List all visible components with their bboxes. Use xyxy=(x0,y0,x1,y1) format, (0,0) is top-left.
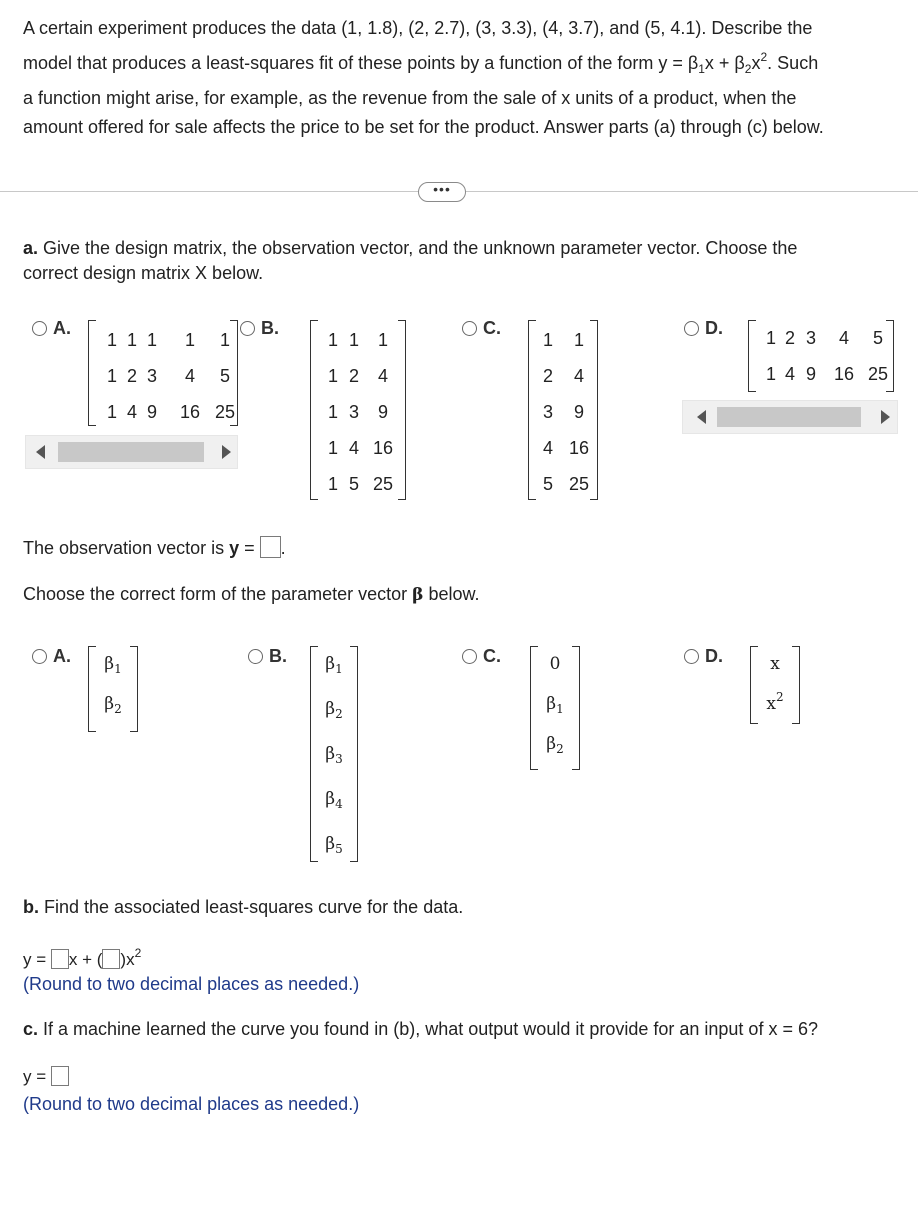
design-d-scrollbar[interactable] xyxy=(682,400,898,434)
observation-vector-line: The observation vector is y = . xyxy=(23,538,286,558)
scroll-left-icon[interactable] xyxy=(36,445,45,459)
matrix-entry: 4 xyxy=(126,402,137,422)
vector-entry: $\beta_3$ xyxy=(325,744,343,766)
vector-entry: $\beta_4$ xyxy=(325,789,343,811)
design-option-a[interactable] xyxy=(32,318,71,339)
matrix-entry: 2 xyxy=(348,366,359,386)
parameter-prompt-end: below. xyxy=(423,584,480,604)
matrix-entry: 4 xyxy=(784,364,795,384)
matrix-entry: 25 xyxy=(568,474,590,494)
scroll-thumb[interactable] xyxy=(717,407,861,427)
matrix-entry: 3 xyxy=(542,402,553,422)
matrix-entry: 5 xyxy=(872,328,883,348)
matrix-entry: 3 xyxy=(146,366,157,386)
matrix-entry: 25 xyxy=(214,402,236,422)
matrix-entry: 1 xyxy=(219,330,230,350)
observation-y: y xyxy=(229,538,240,558)
matrix-entry: 4 xyxy=(838,328,849,348)
vector-entry: 0 xyxy=(549,654,561,674)
problem-line-4: amount offered for sale affects the price to be set for the product. Answer parts (a) through (c) below. xyxy=(23,117,824,137)
design-option-c-label: C. xyxy=(483,318,501,338)
matrix-entry: 16 xyxy=(179,402,201,422)
matrix-entry: 9 xyxy=(146,402,157,422)
scroll-left-icon[interactable] xyxy=(697,410,706,424)
scroll-thumb[interactable] xyxy=(58,442,204,462)
part-b-y: y = xyxy=(23,950,51,969)
matrix-entry: 4 xyxy=(573,366,584,386)
part-a-line-1: Give the design matrix, the observation vector, and the unknown parameter vector. Choose the xyxy=(38,238,798,258)
matrix-entry: 2 xyxy=(784,328,795,348)
vector-entry: $x^2$ xyxy=(766,690,784,714)
part-a-prompt xyxy=(23,236,895,286)
matrix-entry: 1 xyxy=(146,330,157,350)
radio-icon[interactable] xyxy=(462,649,477,664)
param-option-b[interactable] xyxy=(248,646,287,667)
matrix-entry: 2 xyxy=(542,366,553,386)
radio-icon[interactable] xyxy=(32,321,47,336)
matrix-entry: 3 xyxy=(805,328,816,348)
parameter-vector-prompt xyxy=(23,584,480,605)
matrix-entry: 16 xyxy=(833,364,855,384)
beta1-input[interactable] xyxy=(51,949,69,969)
matrix-entry: 25 xyxy=(372,474,394,494)
matrix-entry: 1 xyxy=(327,438,338,458)
problem-line-3: a function might arise, for example, as the revenue from the sale of x units of a product, when the xyxy=(23,88,797,108)
matrix-entry: 4 xyxy=(184,366,195,386)
design-option-b-label: B. xyxy=(261,318,279,338)
matrix-entry: 1 xyxy=(327,402,338,422)
radio-icon[interactable] xyxy=(684,321,699,336)
part-b-x2-term: )x xyxy=(120,950,135,969)
part-c-prompt xyxy=(23,1019,818,1040)
observation-label: The observation vector is xyxy=(23,538,230,558)
part-b-prompt xyxy=(23,897,463,918)
matrix-entry: 3 xyxy=(348,402,359,422)
observation-equals: = xyxy=(239,538,260,558)
matrix-entry: 4 xyxy=(377,366,388,386)
matrix-entry: 1 xyxy=(765,328,776,348)
matrix-entry: 1 xyxy=(327,474,338,494)
vector-entry: $\beta_2$ xyxy=(325,699,343,721)
matrix-entry: 1 xyxy=(327,366,338,386)
parameter-prompt-text: Choose the correct form of the parameter vector xyxy=(23,584,413,604)
matrix-entry: 1 xyxy=(327,330,338,350)
vector-entry: $\beta_1$ xyxy=(104,654,122,676)
design-a-scrollbar[interactable] xyxy=(25,435,238,469)
part-c-label: c. xyxy=(23,1019,39,1039)
design-option-d[interactable] xyxy=(684,318,723,339)
vector-entry: $\beta_2$ xyxy=(104,694,122,716)
vector-entry: $\beta_5$ xyxy=(325,834,343,856)
matrix-entry: 9 xyxy=(377,402,388,422)
matrix-entry: 5 xyxy=(219,366,230,386)
matrix-entry: 2 xyxy=(126,366,137,386)
design-option-b[interactable] xyxy=(240,318,279,339)
matrix-entry: 1 xyxy=(573,330,584,350)
matrix-entry: 1 xyxy=(106,402,117,422)
param-vector-a xyxy=(88,646,138,732)
matrix-entry: 4 xyxy=(542,438,553,458)
part-a-line-2: correct design matrix X below. xyxy=(23,263,264,283)
matrix-entry: 9 xyxy=(573,402,584,422)
part-b-label: b. xyxy=(23,897,39,917)
radio-icon[interactable] xyxy=(684,649,699,664)
matrix-entry: 1 xyxy=(106,366,117,386)
vector-entry: $\beta_1$ xyxy=(325,654,343,676)
design-matrix-b xyxy=(310,320,406,500)
problem-line-2-text: model that produces a least-squares fit of these points by a function of the form y = β xyxy=(23,53,699,73)
problem-line-2-end: . Such xyxy=(767,53,819,73)
matrix-entry: 1 xyxy=(542,330,553,350)
radio-icon[interactable] xyxy=(240,321,255,336)
design-option-a-label: A. xyxy=(53,318,71,338)
matrix-entry: 1 xyxy=(377,330,388,350)
param-option-b-label: B. xyxy=(269,646,287,666)
problem-statement xyxy=(23,14,895,142)
param-vector-c xyxy=(530,646,580,770)
design-matrix-d xyxy=(748,320,894,392)
param-option-d-label: D. xyxy=(705,646,723,666)
matrix-entry: 1 xyxy=(126,330,137,350)
part-b-note: (Round to two decimal places as needed.) xyxy=(23,974,360,994)
beta2-input[interactable] xyxy=(102,949,120,969)
param-option-a[interactable] xyxy=(32,646,71,667)
param-option-d[interactable] xyxy=(684,646,723,667)
radio-icon[interactable] xyxy=(462,321,477,336)
part-b-x-term: x + ( xyxy=(68,950,103,969)
part-b-text: Find the associated least-squares curve for the data. xyxy=(39,897,464,917)
matrix-entry: 1 xyxy=(184,330,195,350)
matrix-entry: 25 xyxy=(867,364,889,384)
scroll-right-icon[interactable] xyxy=(222,445,231,459)
part-a-label: a. xyxy=(23,238,39,258)
part-c-equation xyxy=(23,1066,69,1087)
param-option-a-label: A. xyxy=(53,646,71,666)
param-vector-b xyxy=(310,646,358,862)
matrix-entry: 5 xyxy=(542,474,553,494)
matrix-entry: 4 xyxy=(348,438,359,458)
part-b-exponent: 2 xyxy=(134,946,142,960)
design-option-d-label: D. xyxy=(705,318,723,338)
param-vector-d xyxy=(750,646,800,724)
matrix-entry: 1 xyxy=(348,330,359,350)
problem-line-2: model that produces a least-squares fit of these points by a function of the form $y = \beta_1x + \beta_2x^2$. Such xyxy=(23,50,819,76)
problem-line-1: A certain experiment produces the data (1, 1.8), (2, 2.7), (3, 3.3), (4, 3.7), and (5, 4.1). Describe the xyxy=(23,18,813,38)
design-matrix-a xyxy=(88,320,238,426)
more-button[interactable]: ••• xyxy=(418,182,466,202)
output-input[interactable] xyxy=(51,1066,69,1086)
matrix-entry: 16 xyxy=(568,438,590,458)
matrix-entry: 16 xyxy=(372,438,394,458)
part-c-y: y = xyxy=(23,1067,51,1086)
design-matrix-c xyxy=(528,320,598,500)
vector-entry: $\beta_2$ xyxy=(546,734,564,756)
param-option-c[interactable] xyxy=(462,646,501,667)
vector-entry: x xyxy=(770,654,780,674)
scroll-right-icon[interactable] xyxy=(881,410,890,424)
param-option-c-label: C. xyxy=(483,646,501,666)
part-c-text: If a machine learned the curve you found in (b), what output would it provide for an input of x = 6? xyxy=(38,1019,818,1039)
matrix-entry: 1 xyxy=(106,330,117,350)
matrix-entry: 9 xyxy=(805,364,816,384)
radio-icon[interactable] xyxy=(32,649,47,664)
parameter-beta: β xyxy=(412,585,424,605)
matrix-entry: 1 xyxy=(765,364,776,384)
part-c-note: (Round to two decimal places as needed.) xyxy=(23,1094,360,1114)
design-option-c[interactable] xyxy=(462,318,501,339)
observation-vector-input[interactable] xyxy=(260,536,281,558)
vector-entry: $\beta_1$ xyxy=(546,694,564,716)
part-b-equation xyxy=(23,946,141,970)
radio-icon[interactable] xyxy=(248,649,263,664)
matrix-entry: 5 xyxy=(348,474,359,494)
